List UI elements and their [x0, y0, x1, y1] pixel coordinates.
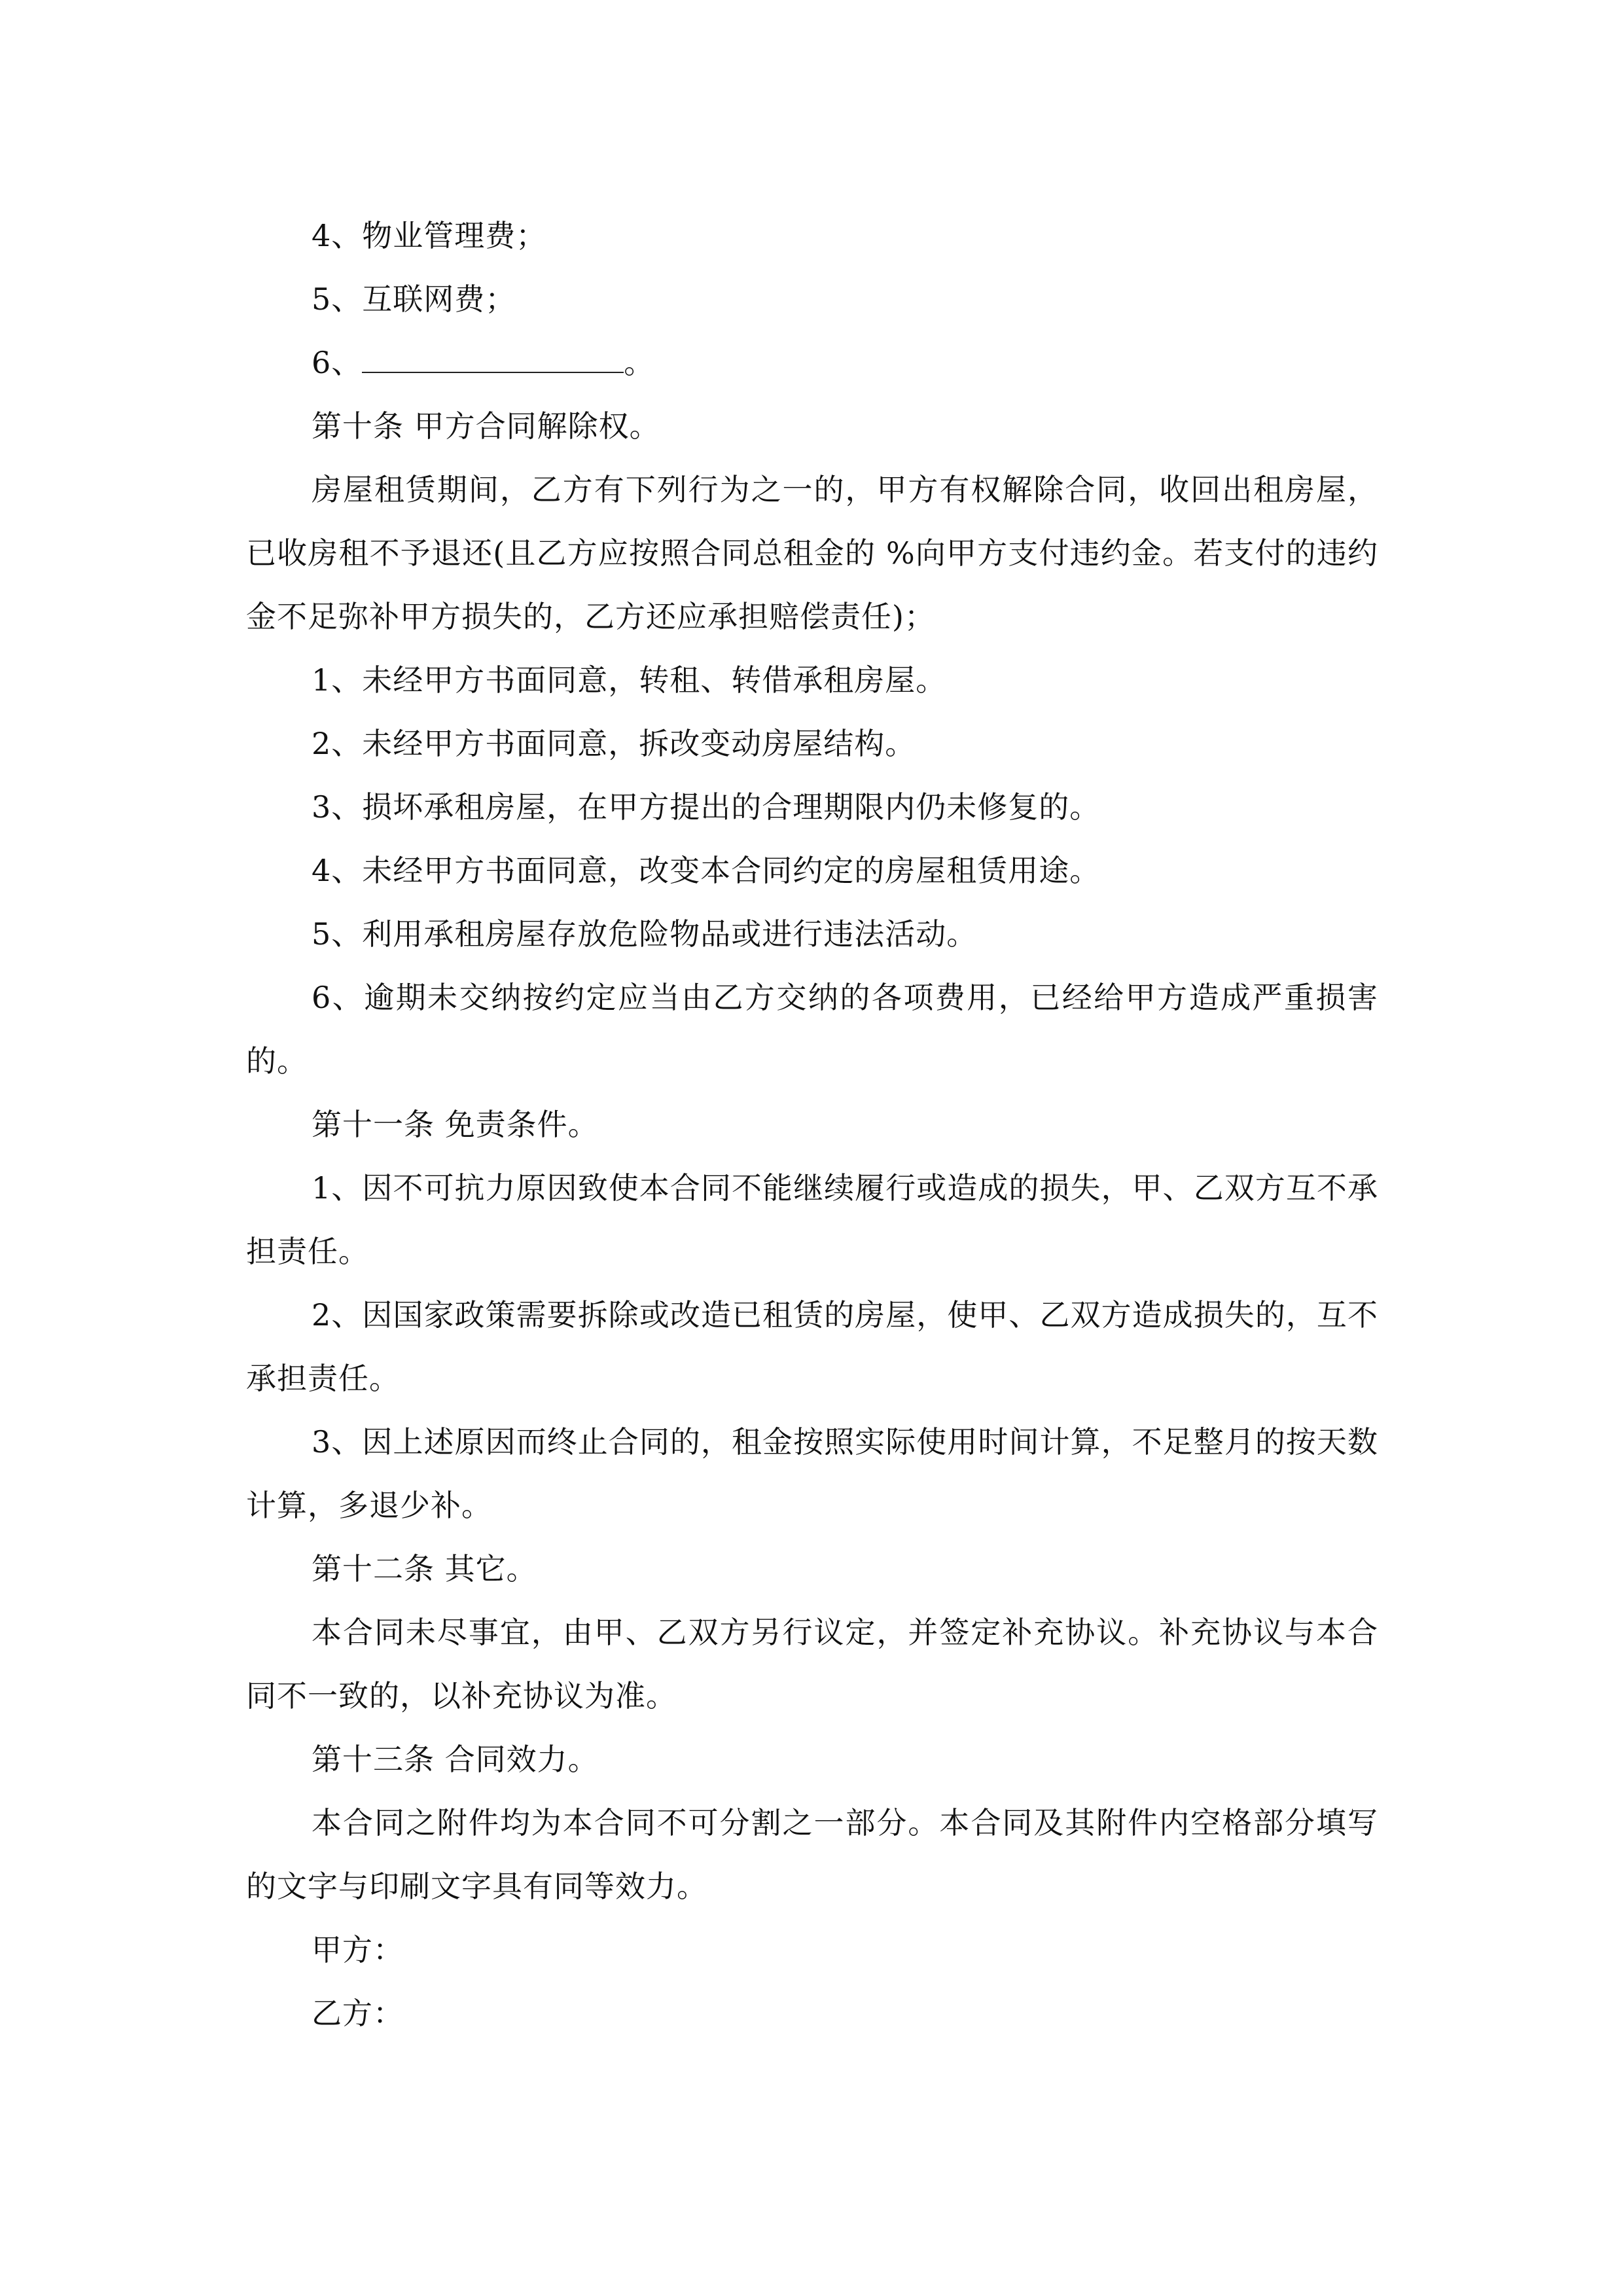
fill-in-blank [362, 346, 624, 373]
list-item-number: 6、 [312, 345, 363, 380]
article-heading-10: 第十条 甲方合同解除权。 [312, 408, 660, 444]
signature-party-a: 甲方： [312, 1932, 404, 1967]
list-item-sublease: 1、未经甲方书面同意，转租、转借承租房屋。 [312, 662, 947, 698]
list-item-policy-demolition: 2、因国家政策需要拆除或改造已租赁的房屋，使甲、乙双方造成损失的，互不承担责任。 [246, 1297, 1378, 1396]
list-item-suffix: 。 [624, 345, 655, 380]
list-item-blank-fee [246, 331, 1378, 395]
list-item-rent-settlement: 3、因上述原因而终止合同的，租金按照实际使用时间计算，不足整月的按天数计算，多退少补。 [246, 1424, 1378, 1523]
list-item-structure-change: 2、未经甲方书面同意，拆改变动房屋结构。 [312, 726, 916, 761]
paragraph-termination-right: 房屋租赁期间，乙方有下列行为之一的，甲方有权解除合同，收回出租房屋，已收房租不予退还(且乙方应按照合同总租金的 %向甲方支付违约金。若支付的违约金不足弥补甲方损失的，乙方还应承担赔偿责任)； [246, 472, 1378, 634]
list-item-internet-fee: 5、互联网费； [312, 281, 516, 317]
list-item-damage: 3、损坏承租房屋，在甲方提出的合理期限内仍未修复的。 [312, 789, 1101, 825]
paragraph-validity: 本合同之附件均为本合同不可分割之一部分。本合同及其附件内空格部分填写的文字与印刷文字具有同等效力。 [246, 1805, 1378, 1904]
list-item-overdue-fees: 6、逾期未交纳按约定应当由乙方交纳的各项费用，已经给甲方造成严重损害的。 [246, 980, 1378, 1079]
list-item-property-fee: 4、物业管理费； [312, 218, 547, 253]
list-item-force-majeure: 1、因不可抗力原因致使本合同不能继续履行或造成的损失，甲、乙双方互不承担责任。 [246, 1170, 1378, 1269]
document-body [246, 204, 1378, 2045]
list-item-usage-change: 4、未经甲方书面同意，改变本合同约定的房屋租赁用途。 [312, 853, 1101, 888]
article-heading-12: 第十二条 其它。 [312, 1551, 537, 1587]
signature-party-b: 乙方： [312, 1996, 404, 2031]
article-heading-11: 第十一条 免责条件。 [312, 1107, 599, 1142]
article-heading-13: 第十三条 合同效力。 [312, 1742, 599, 1777]
list-item-illegal-activity: 5、利用承租房屋存放危险物品或进行违法活动。 [312, 916, 978, 952]
paragraph-supplement: 本合同未尽事宜，由甲、乙双方另行议定，并签定补充协议。补充协议与本合同不一致的，以补充协议为准。 [246, 1615, 1378, 1713]
